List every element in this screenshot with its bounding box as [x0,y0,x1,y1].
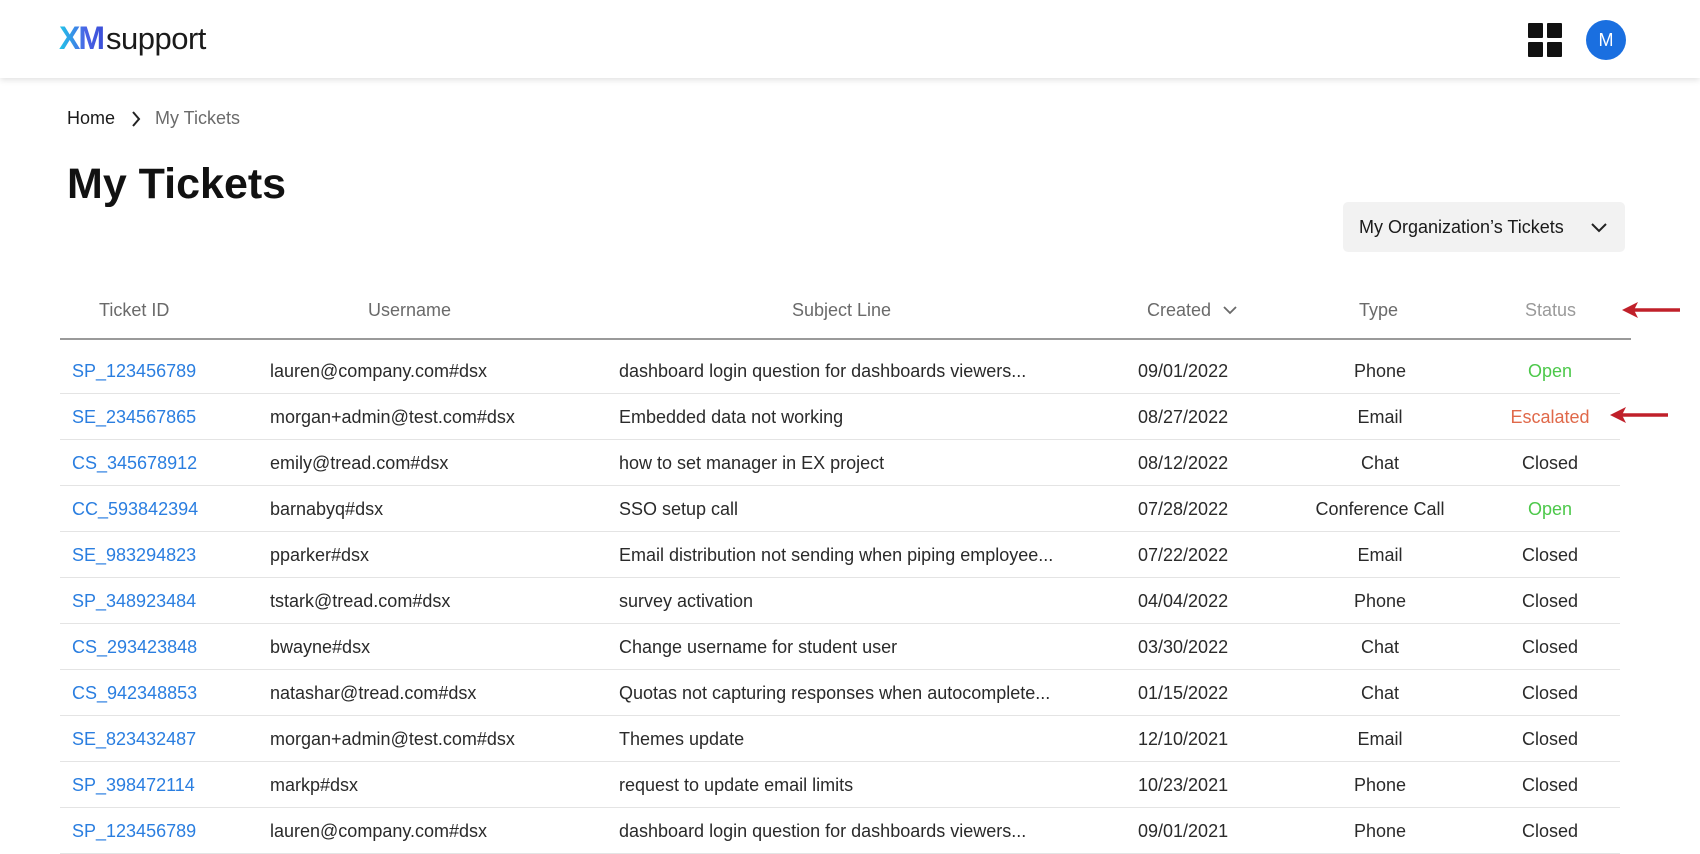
subject-cell: Email distribution not sending when piping employee... [619,544,1054,565]
subject-cell: Quotas not capturing responses when autocomplete... [619,682,1051,703]
apps-grid-icon[interactable] [1528,23,1562,57]
table-row[interactable] [60,808,1620,854]
ticket-id-link[interactable]: CS_345678912 [72,452,198,473]
table-row[interactable] [60,670,1620,716]
top-bar [0,0,1700,78]
created-cell: 09/01/2022 [1138,360,1229,381]
created-cell: 08/27/2022 [1138,406,1229,427]
ticket-id-link[interactable]: SP_348923484 [72,590,197,611]
status-cell: Closed [1521,682,1579,703]
username-cell: tstark@tread.com#dsx [270,590,451,611]
ticket-id-link[interactable]: SE_234567865 [72,406,197,427]
subject-cell: dashboard login question for dashboards viewers... [619,820,1027,841]
breadcrumb-current: My Tickets [155,108,241,128]
ticket-scope-selected: My Organization’s Tickets [1359,216,1564,237]
status-cell: Closed [1521,774,1579,795]
created-cell: 01/15/2022 [1138,682,1229,703]
chevron-down-icon [1591,217,1607,238]
ticket-id-link[interactable]: CS_293423848 [72,636,198,657]
table-row[interactable] [60,486,1620,532]
table-row[interactable] [60,762,1620,808]
username-cell: lauren@company.com#dsx [270,360,488,381]
subject-cell: SSO setup call [619,498,739,519]
status-cell: Closed [1521,728,1579,749]
status-cell: Closed [1521,452,1579,473]
status-cell: Open [1527,498,1573,519]
username-cell: bwayne#dsx [270,636,371,657]
subject-cell: Embedded data not working [619,406,844,427]
tickets-table-body [60,348,1620,854]
table-row[interactable] [60,716,1620,762]
username-cell: lauren@company.com#dsx [270,820,488,841]
status-cell: Closed [1521,820,1579,841]
subject-cell: Themes update [619,728,745,749]
username-cell: emily@tread.com#dsx [270,452,449,473]
username-cell: natashar@tread.com#dsx [270,682,477,703]
logo-xm-text: XM [59,20,103,56]
chevron-right-icon [131,111,141,127]
column-header-subject[interactable]: Subject Line [792,299,892,320]
column-header-type[interactable]: Type [1359,299,1399,320]
created-cell: 08/12/2022 [1138,452,1229,473]
xm-support-logo[interactable] [59,20,206,60]
page-title: My Tickets [67,160,287,208]
column-header-ticket-id[interactable]: Ticket ID [99,299,170,320]
column-header-status[interactable]: Status [1525,299,1577,320]
ticket-id-link[interactable]: CC_593842394 [72,498,199,519]
table-row[interactable] [60,624,1620,670]
username-cell: markp#dsx [270,774,359,795]
table-row[interactable] [60,532,1620,578]
ticket-scope-dropdown[interactable] [1343,202,1625,252]
created-cell: 12/10/2021 [1138,728,1229,749]
ticket-id-link[interactable]: SP_123456789 [72,820,197,841]
column-header-created[interactable] [1147,290,1237,330]
subject-cell: request to update email limits [619,774,854,795]
type-cell: Email [1357,406,1403,427]
subject-cell: how to set manager in EX project [619,452,885,473]
created-cell: 07/28/2022 [1138,498,1229,519]
column-header-username[interactable]: Username [368,299,452,320]
created-cell: 10/23/2021 [1138,774,1229,795]
created-cell: 03/30/2022 [1138,636,1229,657]
table-row[interactable] [60,578,1620,624]
type-cell: Phone [1353,774,1407,795]
user-avatar[interactable]: M [1586,20,1626,60]
annotation-arrow-left-icon [1620,300,1682,320]
type-cell: Chat [1360,636,1400,657]
type-cell: Phone [1353,360,1407,381]
subject-cell: dashboard login question for dashboards viewers... [619,360,1027,381]
created-cell: 09/01/2021 [1138,820,1229,841]
subject-cell: survey activation [619,590,754,611]
tickets-table-header [60,290,1631,340]
ticket-id-link[interactable]: SP_398472114 [72,774,195,795]
logo-support-text: support [106,21,206,56]
ticket-id-link[interactable]: SE_823432487 [72,728,197,749]
username-cell: barnabyq#dsx [270,498,384,519]
username-cell: morgan+admin@test.com#dsx [270,728,515,749]
sort-chevron-down-icon [1223,306,1237,315]
table-row[interactable] [60,348,1620,394]
ticket-id-link[interactable]: SP_123456789 [72,360,197,381]
type-cell: Email [1357,728,1403,749]
created-cell: 07/22/2022 [1138,544,1229,565]
username-cell: morgan+admin@test.com#dsx [270,406,515,427]
column-header-created-label: Created [1147,299,1212,320]
type-cell: Chat [1360,452,1400,473]
created-cell: 04/04/2022 [1138,590,1229,611]
subject-cell: Change username for student user [619,636,898,657]
table-row[interactable] [60,394,1620,440]
ticket-id-link[interactable]: CS_942348853 [72,682,198,703]
status-cell: Closed [1521,636,1579,657]
status-cell: Closed [1521,544,1579,565]
username-cell: pparker#dsx [270,544,370,565]
table-row[interactable] [60,440,1620,486]
type-cell: Phone [1353,820,1407,841]
status-cell: Escalated [1510,406,1590,427]
status-cell: Open [1527,360,1573,381]
type-cell: Conference Call [1315,498,1445,519]
breadcrumb-home-link[interactable]: Home [67,108,116,128]
breadcrumb [67,108,240,129]
type-cell: Phone [1353,590,1407,611]
ticket-id-link[interactable]: SE_983294823 [72,544,197,565]
status-cell: Closed [1521,590,1579,611]
type-cell: Email [1357,544,1403,565]
type-cell: Chat [1360,682,1400,703]
